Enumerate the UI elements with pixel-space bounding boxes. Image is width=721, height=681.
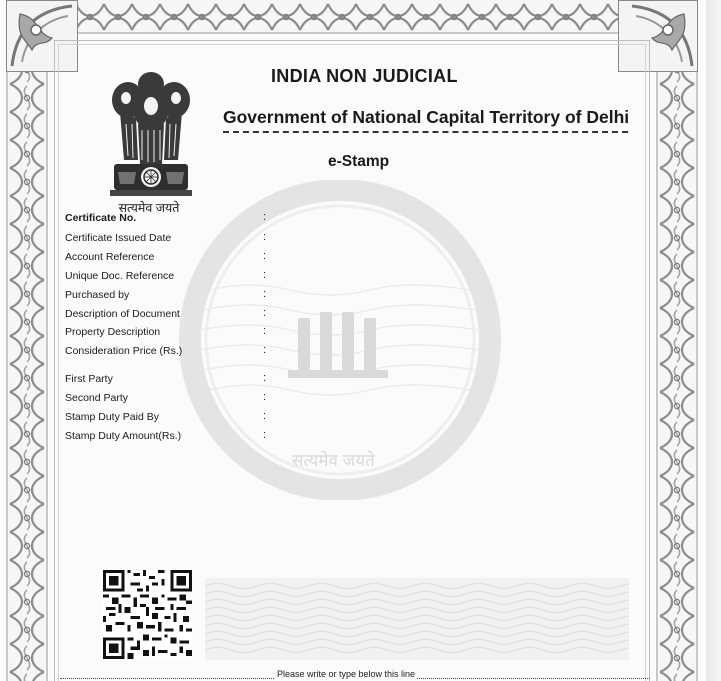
page-title: INDIA NON JUDICIAL: [271, 66, 458, 86]
field-label: Certificate Issued Date: [65, 232, 172, 244]
field-value: [283, 328, 373, 339]
top-border-ornament: [48, 0, 656, 34]
field-separator: :: [263, 307, 267, 319]
field-label: Stamp Duty Amount(Rs.): [65, 430, 182, 442]
field-label: Purchased by: [65, 289, 130, 301]
issuing-authority: Government of National Capital Territory of Delhi: [223, 107, 630, 127]
right-border-ornament: [656, 0, 698, 681]
field-value: [283, 310, 393, 321]
field-value: [283, 347, 363, 358]
left-border-ornament: [6, 0, 48, 681]
page-edge-shadow: [706, 0, 721, 681]
field-separator: :: [263, 391, 267, 403]
field-separator: :: [263, 250, 267, 262]
stamp-type: e-Stamp: [328, 153, 390, 170]
field-separator: :: [263, 211, 267, 223]
field-separator: :: [263, 288, 267, 300]
field-label: Stamp Duty Paid By: [65, 411, 159, 423]
field-separator: :: [263, 344, 267, 356]
field-value: [283, 291, 383, 302]
field-value: [283, 272, 473, 283]
field-value: [283, 432, 343, 443]
emblem-motto: सत्यमेव जयते: [118, 201, 180, 215]
cut-instruction: Please write or type below this line: [277, 669, 416, 679]
field-separator: :: [263, 325, 267, 337]
field-value: [283, 214, 403, 225]
security-pattern-box: [205, 578, 629, 660]
field-separator: :: [263, 269, 267, 281]
field-separator: :: [263, 410, 267, 422]
watermark-motto: सत्यमेव जयते: [292, 451, 375, 470]
field-label: Property Description: [65, 326, 161, 338]
field-value: [283, 394, 413, 405]
qr-code-icon: [103, 570, 192, 659]
field-separator: :: [263, 429, 267, 441]
field-label: Certificate No.: [65, 212, 137, 224]
ashoka-emblem-icon: [104, 68, 198, 200]
field-value: [283, 375, 403, 386]
field-label: Unique Doc. Reference: [65, 270, 175, 282]
field-separator: :: [263, 231, 267, 243]
field-value: [283, 253, 433, 264]
field-label: Description of Document: [65, 308, 180, 320]
field-label: Consideration Price (Rs.): [65, 345, 183, 357]
field-separator: :: [263, 372, 267, 384]
field-label: Second Party: [65, 392, 129, 404]
field-value: [283, 413, 393, 424]
field-label: Account Reference: [65, 251, 155, 263]
subtitle-underline: [223, 131, 628, 133]
field-value: [283, 234, 393, 245]
field-label: First Party: [65, 373, 113, 385]
